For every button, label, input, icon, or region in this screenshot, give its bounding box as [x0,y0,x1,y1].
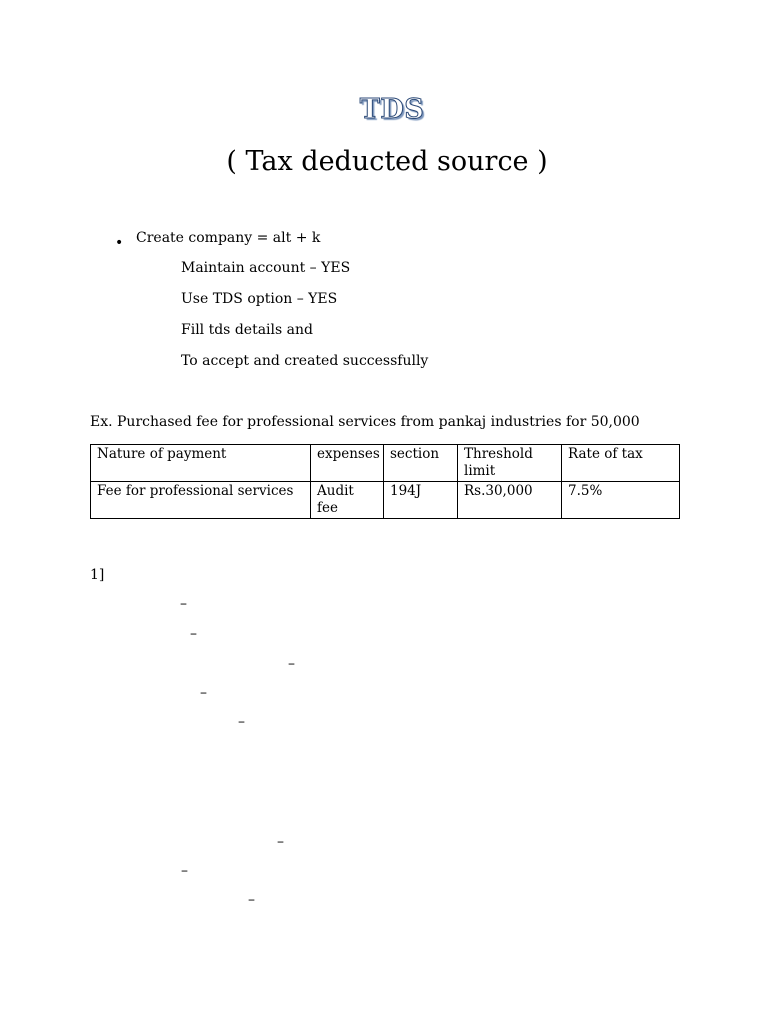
table-row [91,482,680,519]
example-text: Ex. Purchased fee for professional services from pankaj industries for 50,000 [90,414,640,430]
document-title: TDS [359,94,425,125]
dash-mark: – [238,714,245,730]
step-line-2: Use TDS option – YES [181,291,338,307]
dash-mark: – [200,685,207,701]
dash-mark: – [248,892,255,908]
header-expenses: expenses [311,445,384,482]
header-threshold-limit: Threshold limit [458,445,562,482]
step-line-1: Maintain account – YES [181,260,351,276]
document-subtitle: ( Tax deducted source ) [226,146,548,177]
bullet-text: Create company = alt + k [136,230,321,246]
step-line-4: To accept and created successfully [181,353,429,369]
cell-nature-of-payment: Fee for professional services [91,482,311,519]
dash-mark: – [180,596,187,612]
cell-section: 194J [384,482,458,519]
header-rate-of-tax: Rate of tax [562,445,680,482]
cell-threshold-limit: Rs.30,000 [458,482,562,519]
dash-mark: – [190,626,197,642]
bullet-icon: • [115,235,124,251]
dash-mark: – [288,656,295,672]
table-header-row [91,445,680,482]
cell-rate-of-tax: 7.5% [562,482,680,519]
dash-mark: – [277,834,284,850]
cell-expenses: Audit fee [311,482,384,519]
step-marker: 1] [90,567,105,583]
header-nature-of-payment: Nature of payment [91,445,311,482]
header-section: section [384,445,458,482]
tds-table [90,444,680,519]
dash-mark: – [181,863,188,879]
step-line-3: Fill tds details and [181,322,313,338]
